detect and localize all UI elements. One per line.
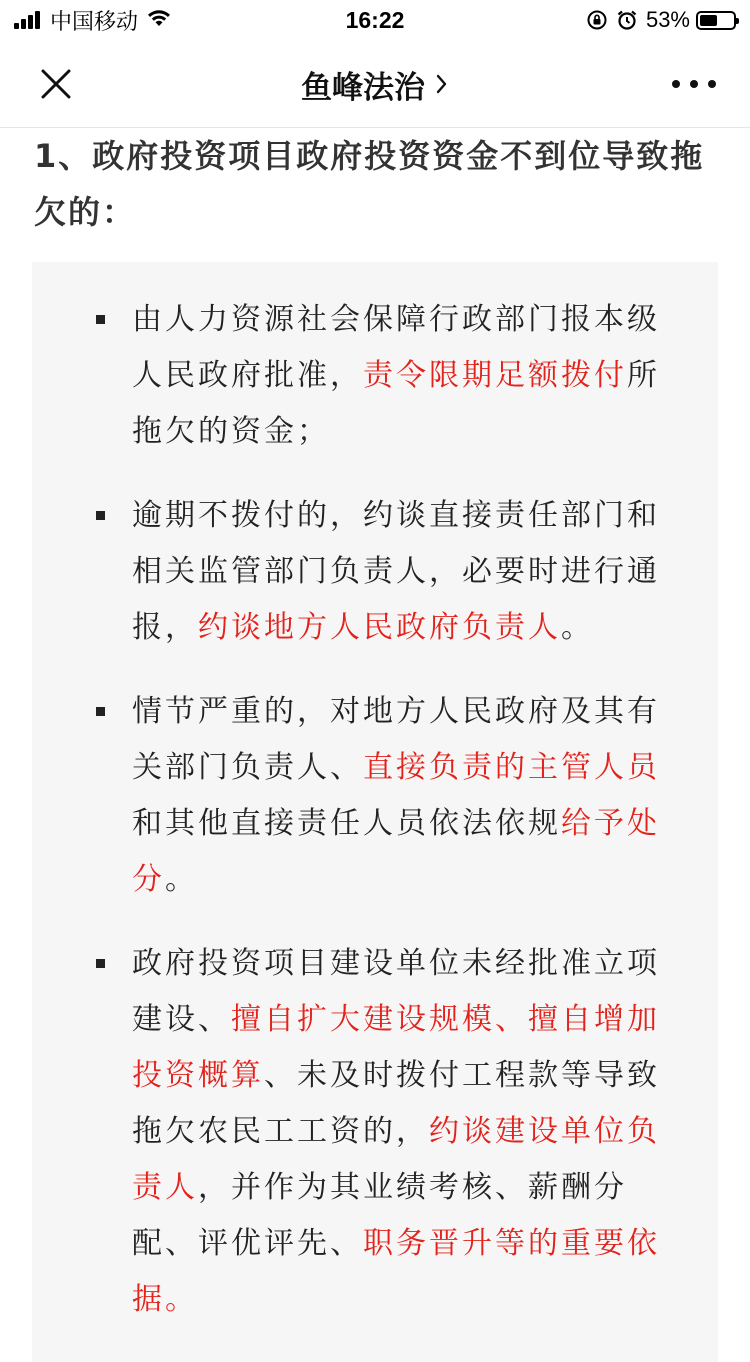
more-icon-dot <box>708 80 716 88</box>
more-icon <box>672 80 680 88</box>
wifi-icon <box>146 7 172 34</box>
body-text: 政府投资项目建设单位未经批准立项建设、 <box>132 946 660 1037</box>
body-text: 逾期不拨付的，约谈直接责任部门和相关监管部门负责人，必要时进行通报， <box>132 498 660 645</box>
bullet-square-icon <box>96 959 105 968</box>
article-body <box>0 128 750 1317</box>
body-text: 所拖欠的资金； <box>132 358 660 449</box>
more-icon-dot <box>690 80 698 88</box>
body-text: ，并作为其业绩考核、薪酬分配、评优评先、 <box>132 1170 627 1261</box>
bullet-square-icon <box>96 315 105 324</box>
nav-bar <box>0 40 750 128</box>
section-heading: 1、政府投资项目政府投资资金不到位导致拖欠的： <box>34 137 705 231</box>
bullet-square-icon <box>96 707 105 716</box>
quote-block <box>32 262 718 1362</box>
highlighted-text: 直接负责的主管人员 <box>363 750 660 785</box>
body-text: 、未及时拨付工程款等导致拖欠农民工工资的， <box>132 1058 660 1149</box>
chevron-right-icon <box>435 72 449 96</box>
body-text: 情节严重的，对地方人民政府及其有关部门负责人、 <box>132 694 660 785</box>
body-text: 。 <box>165 862 198 897</box>
body-text: 。 <box>561 610 594 645</box>
alarm-icon <box>616 9 638 31</box>
page-title: 鱼峰法治 <box>301 69 425 106</box>
close-icon <box>40 68 72 100</box>
highlighted-text: 约谈地方人民政府负责人 <box>198 610 561 645</box>
list-item <box>32 292 684 460</box>
status-bar <box>0 0 750 40</box>
status-bar-left <box>14 0 172 40</box>
highlighted-text: 擅自扩大建设规模、擅自增加投资概算 <box>132 1002 660 1093</box>
nav-title-wrap <box>0 40 750 128</box>
body-text: 由人力资源社会保障行政部门报本级人民政府批准， <box>132 302 660 393</box>
highlighted-text: 给予处分 <box>132 806 660 897</box>
more-button[interactable] <box>672 68 716 100</box>
bullet-square-icon <box>96 511 105 520</box>
battery-icon <box>696 11 736 30</box>
highlighted-text: 职务晋升等的重要依据。 <box>132 1226 660 1317</box>
list-item <box>32 488 684 656</box>
bullet-list <box>32 292 684 1328</box>
highlighted-text: 约谈建设单位负责人 <box>132 1114 660 1205</box>
battery-percent: 53% <box>645 7 690 32</box>
carrier-name: 中国移动 <box>50 9 139 35</box>
battery-level <box>700 15 717 26</box>
list-item <box>32 936 684 1328</box>
close-button[interactable] <box>36 64 76 104</box>
highlighted-text: 责令限期足额拨付 <box>363 358 627 393</box>
status-time: 16:22 <box>345 7 405 33</box>
body-text: 和其他直接责任人员依法依规 <box>132 806 561 841</box>
status-bar-right <box>586 0 736 40</box>
list-item <box>32 684 684 908</box>
account-title-link[interactable] <box>301 62 449 107</box>
rotation-lock-icon <box>586 9 608 31</box>
signal-icon <box>14 11 42 29</box>
